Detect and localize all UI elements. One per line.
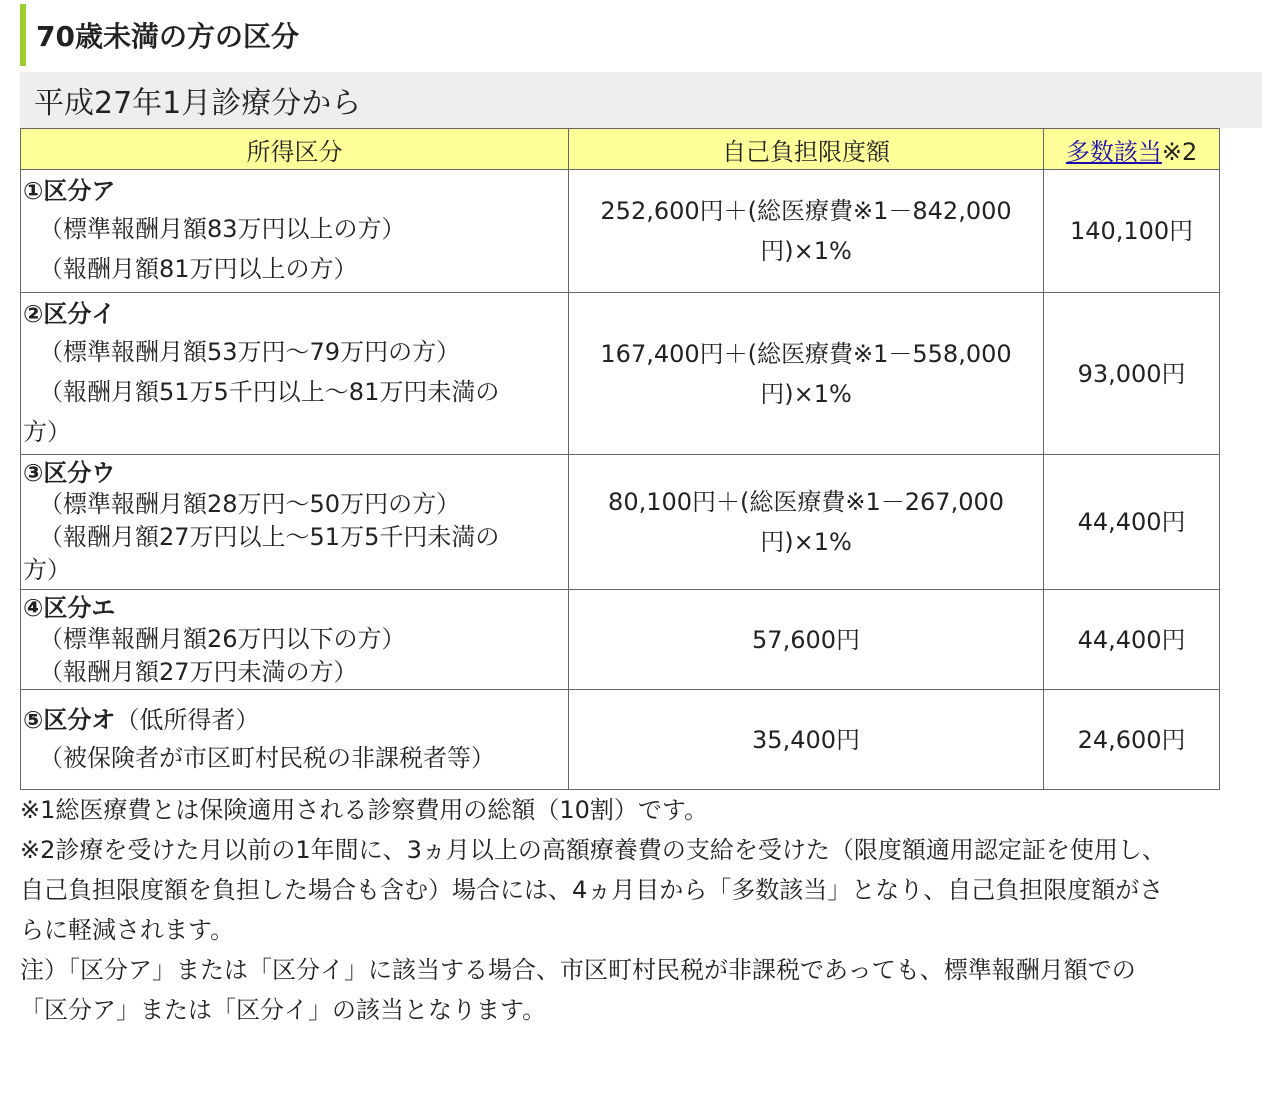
header-self-pay-limit: 自己負担限度額 (568, 129, 1043, 170)
limit-formula-line1: 167,400円＋(総医療費※1－558,000 (600, 339, 1012, 368)
table-row (21, 455, 1220, 590)
category-title: ①区分ア (23, 177, 116, 205)
category-detail: 方） (23, 556, 71, 584)
category-detail: （標準報酬月額28万円～50万円の方） (39, 490, 461, 518)
category-title: ③区分ウ (23, 459, 116, 487)
category-detail: （標準報酬月額83万円以上の方） (39, 215, 406, 243)
category-cell (21, 293, 569, 455)
limit-cell (568, 293, 1043, 455)
footnote-2-line: ※2診療を受けた月以前の1年間に、3ヵ月以上の高額療養費の支給を受けた（限度額適用認定証を使用し、 (20, 836, 1166, 864)
category-detail: （標準報酬月額26万円以下の方） (39, 625, 406, 653)
limit-formula-line1: 252,600円＋(総医療費※1－842,000 (600, 197, 1012, 225)
category-detail: 方） (23, 418, 71, 446)
page-content (20, 0, 1262, 1030)
table-row (21, 170, 1220, 293)
footnote-note-line: 「区分ア」または「区分イ」の該当となります。 (20, 996, 547, 1024)
category-cell (21, 590, 569, 690)
multiple-amount-cell: 44,400円 (1044, 590, 1220, 690)
table-header-row (21, 129, 1220, 170)
footnote-note (20, 950, 1260, 1030)
header-income-category: 所得区分 (21, 129, 569, 170)
section-heading: 70歳未満の方の区分 (20, 4, 1262, 66)
section-subheading: 平成27年1月診療分から (20, 72, 1262, 128)
limit-cell (568, 170, 1043, 293)
footnote-note-line: 注）「区分ア」または「区分イ」に該当する場合、市区町村民税が非課税であっても、標準報酬月額での (20, 956, 1136, 984)
limit-formula-line2: 円)×1% (760, 237, 852, 265)
multiple-applicable-link[interactable]: 多数該当 (1065, 137, 1162, 166)
header-note-ref: ※2 (1161, 137, 1198, 166)
category-detail: （報酬月額27万円以上～51万5千円未満の (39, 523, 500, 551)
multiple-amount-cell: 140,100円 (1044, 170, 1220, 293)
category-subtitle: （低所得者） (115, 705, 260, 734)
category-title: ②区分イ (23, 300, 116, 328)
multiple-amount-cell: 24,600円 (1044, 690, 1220, 790)
limit-cell (568, 455, 1043, 590)
category-cell (21, 690, 569, 790)
category-detail: （被保険者が市区町村民税の非課税者等） (39, 743, 495, 772)
cost-limit-table (20, 128, 1220, 790)
header-multiple-applicable (1044, 129, 1220, 170)
category-title: ⑤区分オ（低所得者） (23, 705, 260, 734)
table-row (21, 690, 1220, 790)
footnote-2-line: らに軽減されます。 (20, 916, 235, 944)
category-detail: （標準報酬月額53万円～79万円の方） (39, 338, 461, 366)
category-cell (21, 170, 569, 293)
limit-formula-line2: 円)×1% (760, 528, 852, 556)
table-row (21, 293, 1220, 455)
footnote-2 (20, 830, 1260, 950)
category-title: ④区分エ (23, 594, 116, 622)
multiple-amount-cell: 44,400円 (1044, 455, 1220, 590)
limit-formula-line1: 80,100円＋(総医療費※1－267,000 (608, 488, 1005, 516)
limit-cell: 35,400円 (568, 690, 1043, 790)
footnotes (20, 790, 1260, 1030)
category-detail: （報酬月額27万円未満の方） (39, 658, 358, 686)
limit-formula-line2: 円)×1% (760, 379, 852, 408)
table-row (21, 590, 1220, 690)
category-detail: （報酬月額51万5千円以上～81万円未満の (39, 378, 500, 406)
multiple-amount-cell: 93,000円 (1044, 293, 1220, 455)
footnote-2-line: 自己負担限度額を負担した場合も含む）場合には、4ヵ月目から「多数該当」となり、自己負担限度額がさ (20, 876, 1164, 904)
category-detail: （報酬月額81万円以上の方） (39, 255, 358, 283)
limit-cell: 57,600円 (568, 590, 1043, 690)
category-cell (21, 455, 569, 590)
footnote-1: ※1総医療費とは保険適用される診察費用の総額（10割）です。 (20, 796, 708, 824)
